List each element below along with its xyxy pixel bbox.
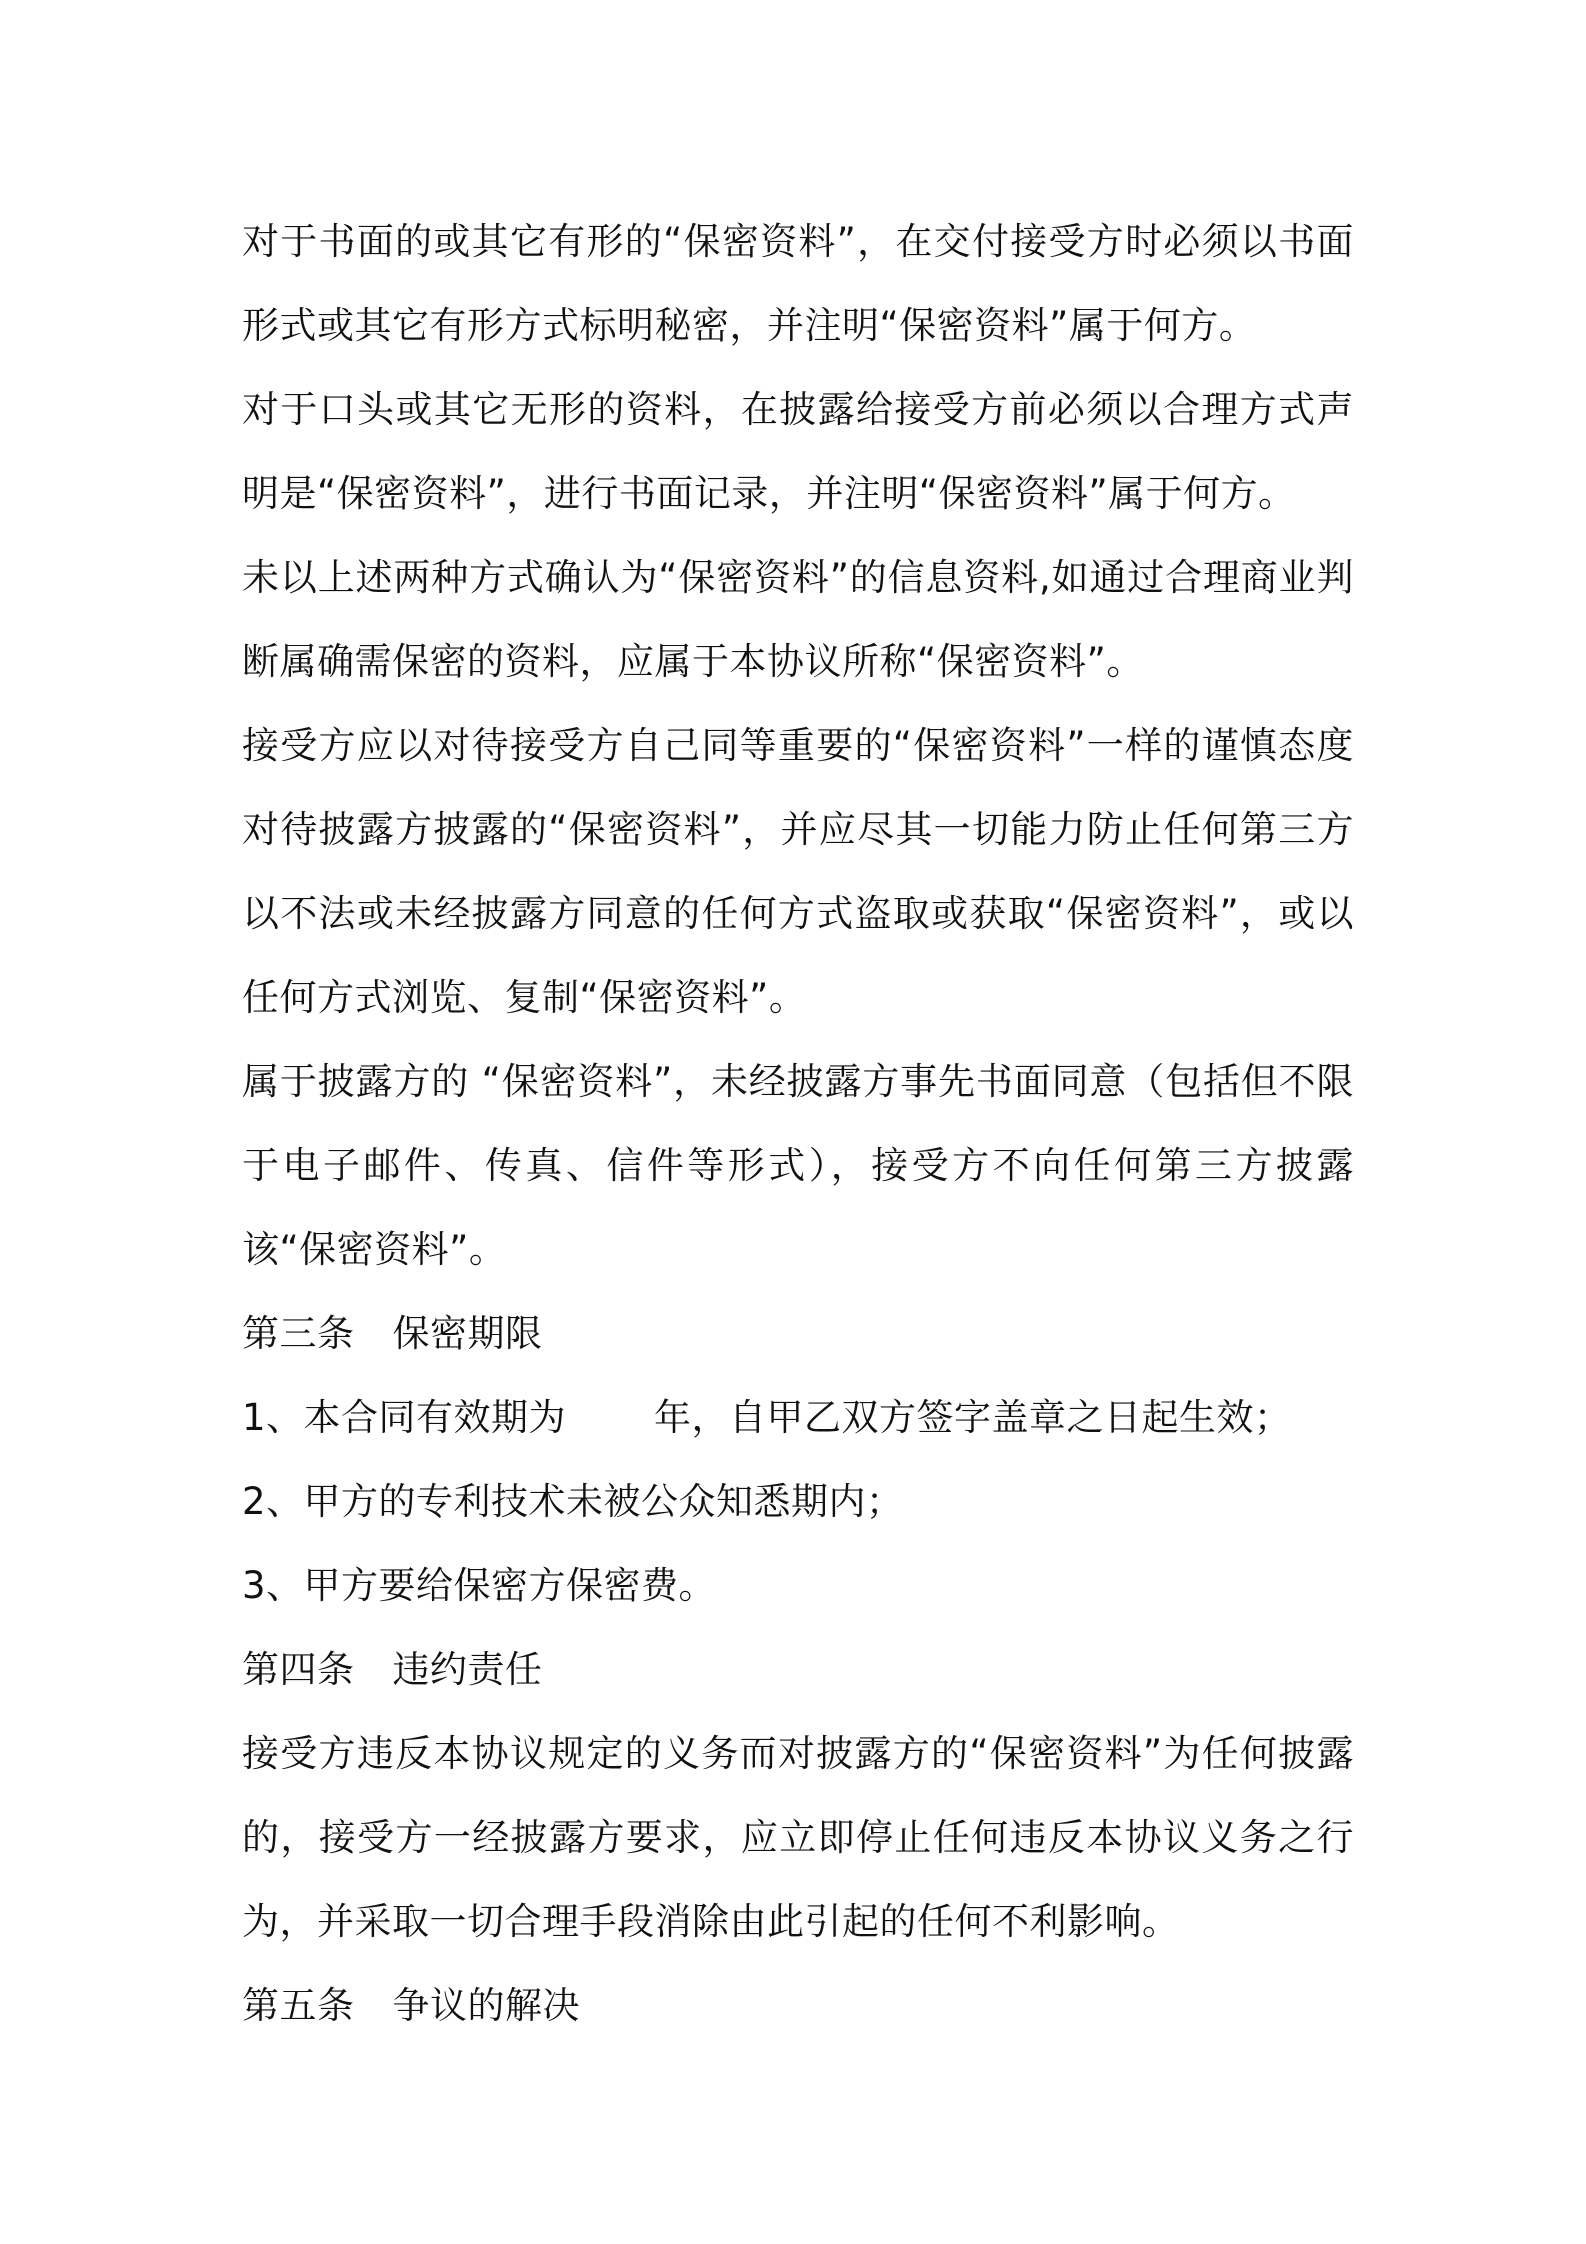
article-5-number: 第五条 — [242, 1984, 355, 2027]
article-5-title: 争议的解决 — [392, 1984, 580, 2027]
article-3-item-2: 2、甲方的专利技术未被公众知悉期内； — [242, 1480, 904, 1523]
article-3-item-3: 3、甲方要给保密方保密费。 — [242, 1564, 717, 1607]
paragraph-duty-of-care: 接受方应以对待接受方自己同等重要的“保密资料”一样的谨慎态度对待披露方披露的“保密资料”，并应尽其一切能力防止任何第三方以不法或未经披露方同意的任何方式盗取或获取“保密资料”，或以任何方式浏览、复制“保密资料”。 — [242, 724, 1354, 1019]
article-3-item-1-after: 年，自甲乙双方签字盖章之日起生效； — [654, 1396, 1292, 1439]
article-4-title: 违约责任 — [392, 1648, 543, 1691]
paragraph-unconfirmed-confidential: 未以上述两种方式确认为“保密资料”的信息资料,如通过合理商业判断属确需保密的资料，应属于本协议所称“保密资料”。 — [242, 556, 1354, 683]
article-3-heading — [242, 1292, 1354, 1376]
article-3-title: 保密期限 — [392, 1312, 543, 1355]
article-3-item-1-before: 1、本合同有效期为 — [242, 1396, 567, 1439]
article-5-heading — [242, 1964, 1354, 2048]
article-4-heading — [242, 1628, 1354, 1712]
paragraph-written-confidential: 对于书面的或其它有形的“保密资料”，在交付接受方时必须以书面形式或其它有形方式标明秘密，并注明“保密资料”属于何方。 — [242, 220, 1354, 347]
article-3-item-1 — [242, 1376, 1354, 1460]
paragraph-oral-confidential: 对于口头或其它无形的资料，在披露给接受方前必须以合理方式声明是“保密资料”，进行书面记录，并注明“保密资料”属于何方。 — [242, 388, 1354, 515]
paragraph-no-disclosure: 属于披露方的 “保密资料”，未经披露方事先书面同意（包括但不限于电子邮件、传真、信件等形式），接受方不向任何第三方披露该“保密资料”。 — [242, 1060, 1354, 1271]
article-3-number: 第三条 — [242, 1312, 355, 1355]
document-body — [242, 200, 1354, 2048]
article-4-text: 接受方违反本协议规定的义务而对披露方的“保密资料”为任何披露的，接受方一经披露方要求，应立即停止任何违反本协议义务之行为，并采取一切合理手段消除由此引起的任何不利影响。 — [242, 1732, 1354, 1943]
article-4-number: 第四条 — [242, 1648, 355, 1691]
